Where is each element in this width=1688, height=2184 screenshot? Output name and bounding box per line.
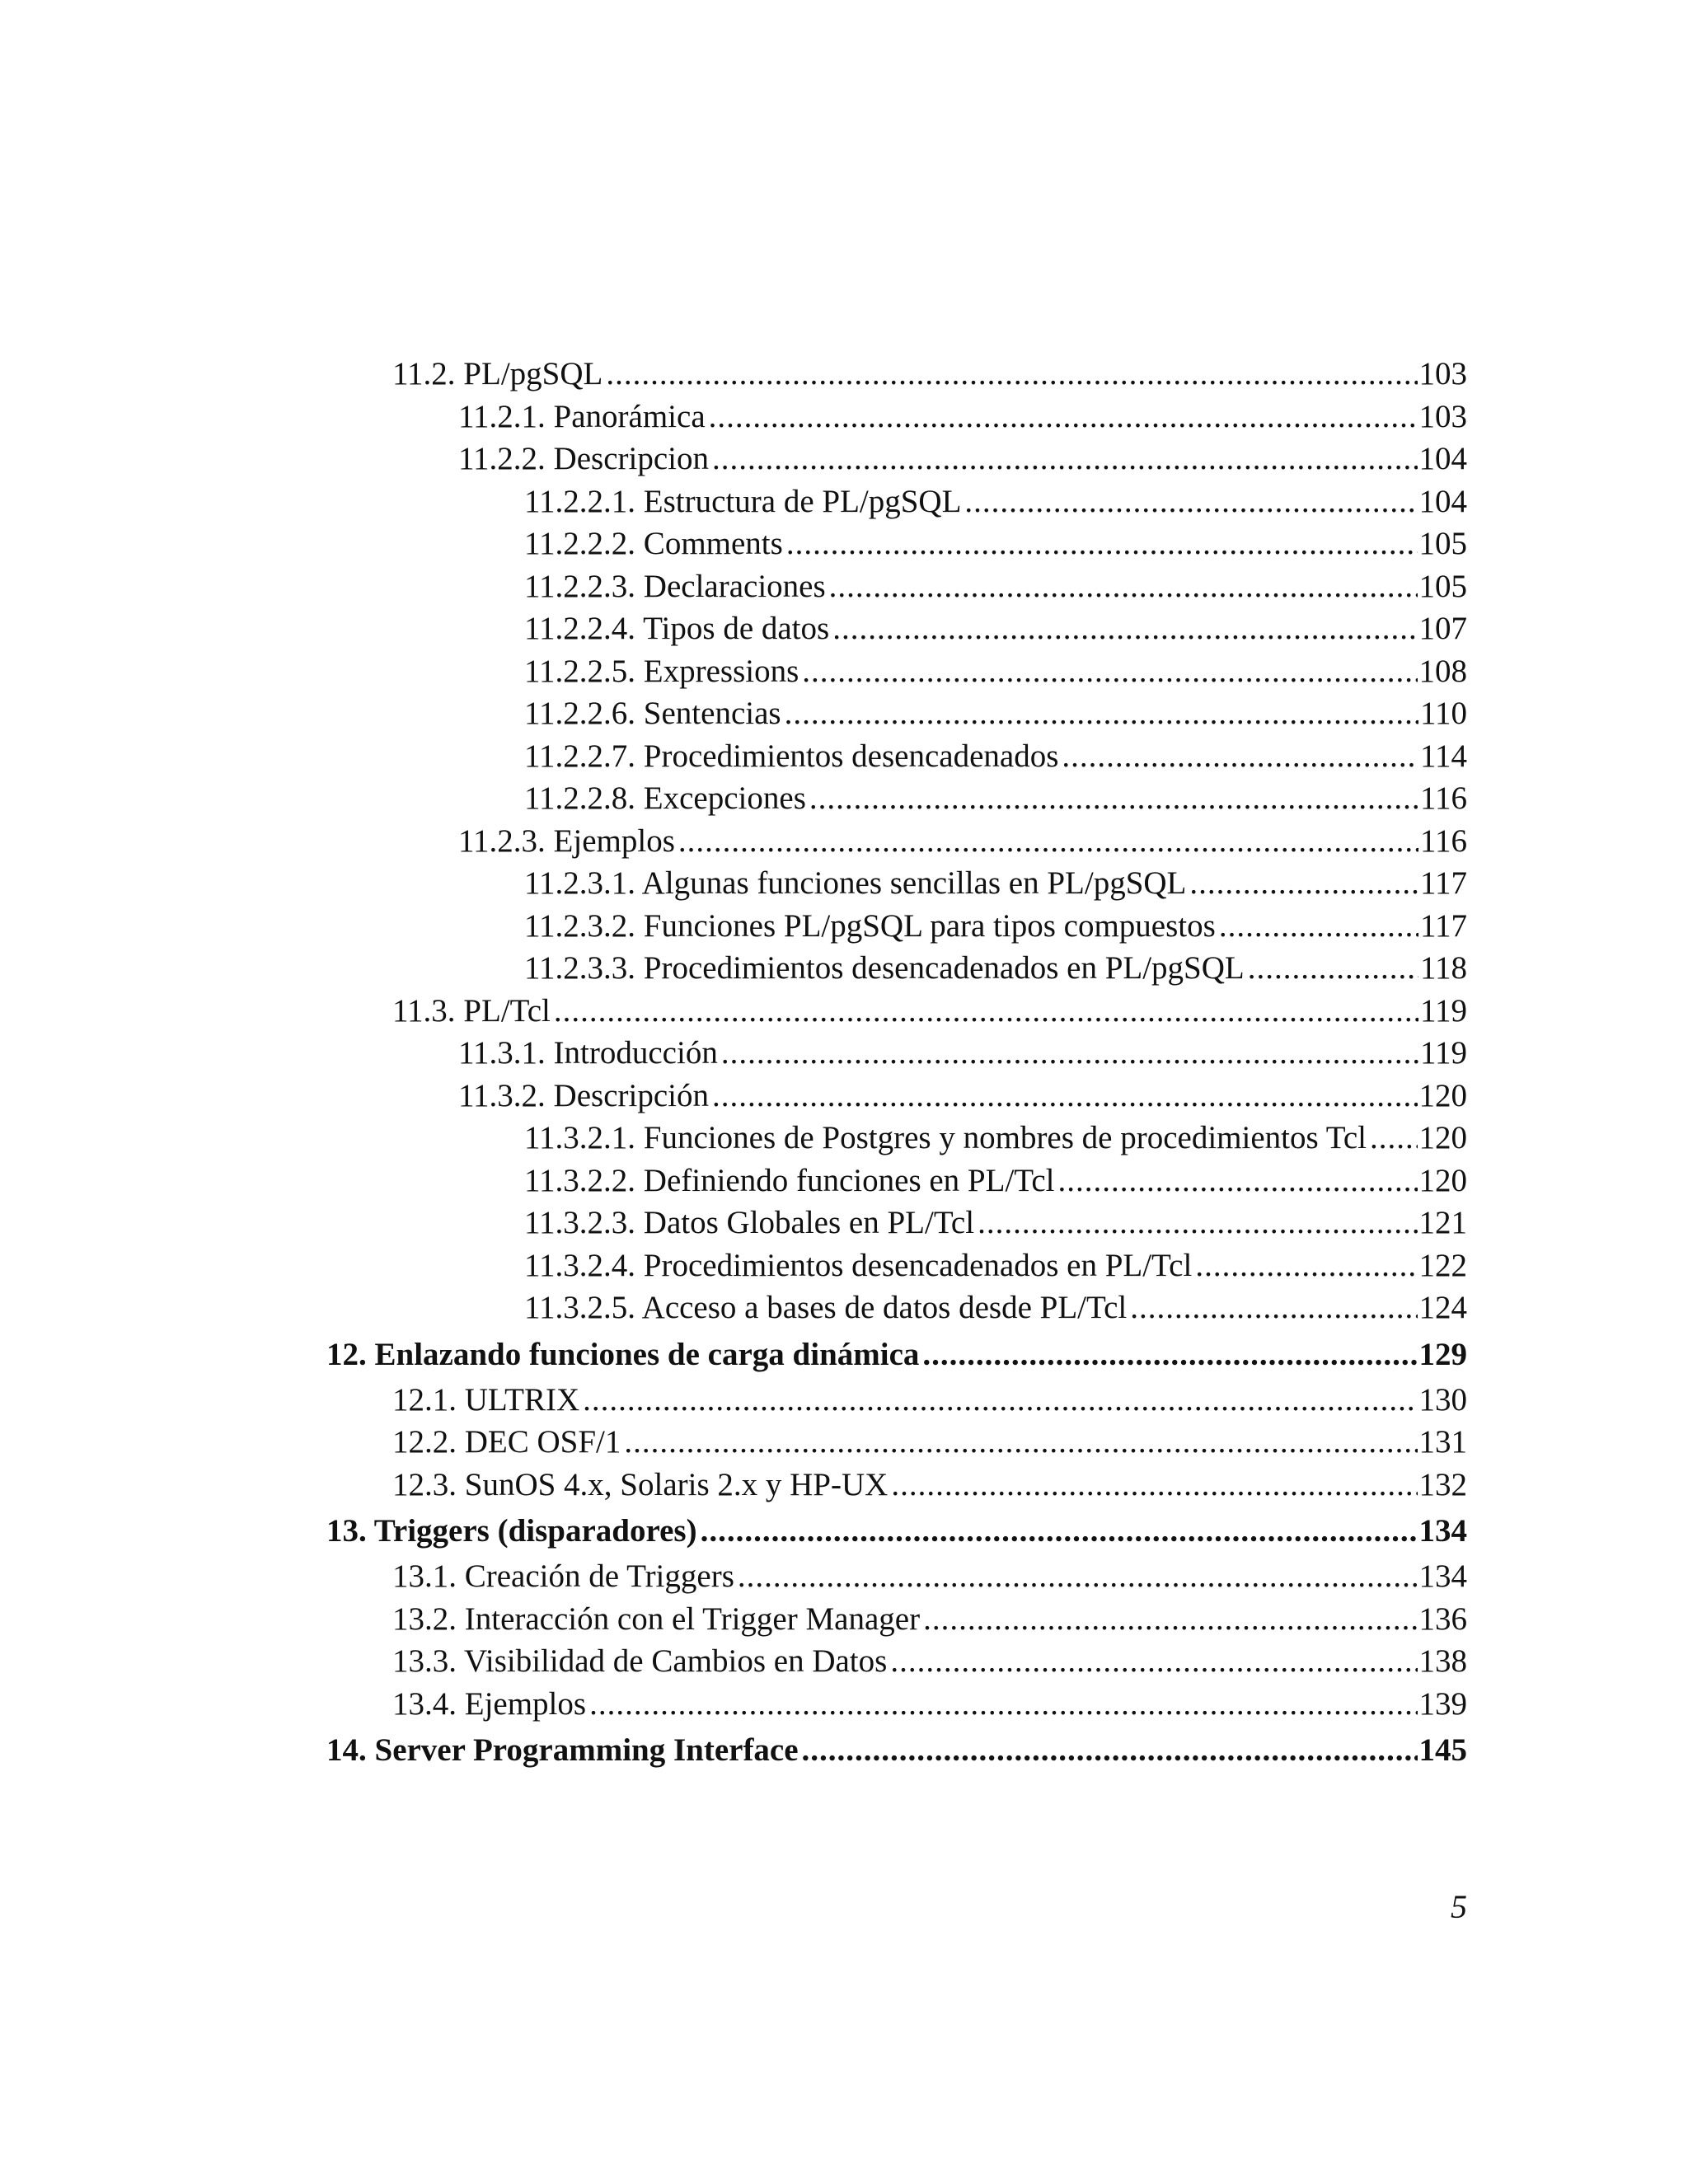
toc-entry[interactable] [0,1555,1688,1598]
toc-entry-title: 11.2.3.2. Funciones PL/pgSQL para tipos compuestos [524,907,1216,944]
toc-entry-page: 116 [1419,823,1467,859]
toc-dot-leader [721,1032,1418,1075]
toc-entry[interactable] [0,480,1688,523]
toc-entry-page: 105 [1418,568,1467,604]
toc-dot-leader [701,1507,1418,1555]
toc-entry-title: 13. Triggers (disparadores) [326,1513,697,1549]
toc-dot-leader [964,480,1417,523]
toc-chapter-entry[interactable] [0,1507,1688,1555]
toc-entry[interactable] [0,905,1688,948]
toc-entry-page: 108 [1418,653,1467,689]
toc-entry-page: 119 [1419,992,1467,1029]
toc-dot-leader [1219,905,1418,948]
toc-entry[interactable] [0,650,1688,693]
toc-entry[interactable] [0,1464,1688,1507]
toc-entry-title: 13.2. Interacción con el Trigger Manager [392,1601,921,1637]
toc-dot-leader [583,1379,1417,1422]
toc-entry-page: 134 [1418,1513,1467,1549]
toc-dot-leader [978,1202,1417,1244]
toc-dot-leader [606,353,1417,396]
toc-entry[interactable] [0,1286,1688,1329]
toc-entry-page: 117 [1419,907,1467,944]
toc-entry-title: 11.2.2.3. Declaraciones [524,568,826,604]
toc-entry-title: 13.3. Visibilidad de Cambios en Datos [392,1643,888,1679]
toc-dot-leader [891,1464,1417,1507]
toc-entry-title: 11.2.2.6. Sentencias [524,696,781,731]
toc-entry-page: 120 [1418,1162,1467,1198]
toc-dot-leader [923,1598,1417,1641]
toc-entry-page: 119 [1419,1035,1467,1071]
toc-entry[interactable] [0,820,1688,863]
toc-dot-leader [829,565,1418,608]
table-of-contents [0,353,1688,1774]
toc-entry-title: 12. Enlazando funciones de carga dinámica [326,1336,920,1372]
toc-entry-page: 118 [1419,950,1467,986]
toc-entry[interactable] [0,565,1688,608]
toc-entry-title: 11.3.2.3. Datos Globales en PL/Tcl [524,1205,975,1240]
toc-dot-leader [890,1640,1417,1683]
toc-dot-leader [624,1421,1417,1464]
toc-dot-leader [922,1331,1417,1379]
toc-dot-leader [554,990,1418,1033]
toc-entry-page: 138 [1418,1643,1467,1679]
toc-entry[interactable] [0,607,1688,650]
toc-entry-page: 121 [1418,1205,1467,1240]
toc-dot-leader [786,523,1418,565]
toc-entry-title: 11.3.2.2. Definiendo funciones en PL/Tcl [524,1162,1055,1198]
toc-dot-leader [1062,735,1418,778]
toc-dot-leader [809,777,1418,820]
toc-entry-page: 122 [1418,1247,1467,1283]
toc-dot-leader [802,1727,1418,1774]
toc-dot-leader [802,650,1417,693]
toc-entry-page: 134 [1418,1558,1467,1594]
toc-dot-leader [1058,1160,1418,1202]
toc-dot-leader [678,820,1418,863]
toc-entry[interactable] [0,947,1688,990]
toc-entry-page: 120 [1418,1120,1467,1155]
toc-entry[interactable] [0,692,1688,735]
toc-entry[interactable] [0,1160,1688,1202]
toc-entry-page: 132 [1418,1466,1467,1502]
toc-entry-page: 110 [1419,696,1467,731]
toc-entry-title: 11.2. PL/pgSQL [392,356,603,391]
toc-entry-title: 11.2.2.2. Comments [524,526,783,561]
toc-entry-title: 12.3. SunOS 4.x, Solaris 2.x y HP-UX [392,1466,889,1502]
toc-entry[interactable] [0,523,1688,565]
toc-entry-title: 11.2.1. Panorámica [458,398,706,434]
toc-entry-title: 11.3.2.1. Funciones de Postgres y nombres de procedimientos Tcl [524,1120,1367,1155]
toc-dot-leader [1370,1117,1418,1160]
toc-entry-page: 114 [1419,738,1467,774]
toc-entry[interactable] [0,777,1688,820]
toc-entry-title: 11.2.2.5. Expressions [524,653,799,689]
toc-dot-leader [1130,1286,1417,1329]
toc-entry-title: 13.1. Creación de Triggers [392,1558,734,1594]
toc-entry[interactable] [0,1032,1688,1075]
toc-entry[interactable] [0,1244,1688,1287]
toc-chapter-entry[interactable] [0,1727,1688,1774]
toc-entry-page: 117 [1419,865,1467,901]
toc-entry[interactable] [0,1683,1688,1726]
toc-entry-page: 105 [1418,526,1467,561]
toc-dot-leader [712,438,1418,480]
toc-entry-title: 11.3.2.5. Acceso a bases de datos desde PL/Tcl [524,1290,1128,1325]
toc-entry-title: 11.3.2.4. Procedimientos desencadenados en PL/Tcl [524,1247,1193,1283]
toc-entry-title: 11.2.2. Descripcion [458,441,709,476]
toc-entry-page: 129 [1418,1336,1467,1372]
toc-entry-page: 107 [1418,611,1467,646]
toc-entry-page: 139 [1418,1685,1467,1722]
toc-entry-page: 116 [1419,780,1467,816]
toc-entry-title: 11.2.3.1. Algunas funciones sencillas en PL/pgSQL [524,865,1187,901]
toc-entry-title: 11.2.2.8. Excepciones [524,780,806,816]
toc-entry[interactable] [0,1640,1688,1683]
toc-entry[interactable] [0,1421,1688,1464]
toc-dot-leader [1195,1244,1417,1287]
toc-entry[interactable] [0,1598,1688,1641]
toc-entry-page: 130 [1418,1381,1467,1418]
toc-entry-title: 11.2.2.7. Procedimientos desencadenados [524,738,1059,774]
toc-dot-leader [832,607,1417,650]
toc-dot-leader [589,1683,1417,1726]
toc-dot-leader [1248,947,1418,990]
toc-entry-page: 124 [1418,1290,1467,1325]
toc-entry-title: 12.1. ULTRIX [392,1381,580,1418]
toc-entry-title: 13.4. Ejemplos [392,1685,587,1722]
toc-entry-title: 11.2.2.1. Estructura de PL/pgSQL [524,483,962,519]
toc-entry[interactable] [0,1075,1688,1118]
toc-chapter-entry[interactable] [0,1331,1688,1379]
toc-entry[interactable] [0,1117,1688,1160]
toc-entry-page: 131 [1418,1424,1467,1460]
toc-entry-page: 136 [1418,1601,1467,1637]
toc-dot-leader [785,692,1418,735]
toc-entry[interactable] [0,862,1688,905]
toc-entry[interactable] [0,990,1688,1033]
toc-entry-title: 11.2.3. Ejemplos [458,823,675,859]
toc-entry-page: 103 [1418,356,1467,391]
toc-entry[interactable] [0,353,1688,396]
toc-entry-title: 11.3. PL/Tcl [392,992,551,1029]
toc-entry-title: 11.3.1. Introducción [458,1035,718,1071]
toc-entry[interactable] [0,735,1688,778]
toc-entry-page: 104 [1418,483,1467,519]
page-number: 5 [1451,1888,1467,1925]
toc-entry-title: 14. Server Programming Interface [326,1732,799,1768]
toc-dot-leader [712,1075,1418,1118]
toc-dot-leader [738,1555,1418,1598]
toc-entry-title: 12.2. DEC OSF/1 [392,1424,621,1460]
toc-entry[interactable] [0,396,1688,438]
toc-entry-page: 103 [1418,398,1467,434]
toc-entry[interactable] [0,1202,1688,1244]
toc-entry[interactable] [0,1379,1688,1422]
toc-entry-title: 11.3.2. Descripción [458,1077,709,1113]
toc-entry-page: 104 [1418,441,1467,476]
toc-entry-page: 145 [1418,1732,1467,1768]
toc-entry-title: 11.2.2.4. Tipos de datos [524,611,830,646]
toc-dot-leader [709,396,1418,438]
toc-dot-leader [1189,862,1418,905]
toc-entry-title: 11.2.3.3. Procedimientos desencadenados en PL/pgSQL [524,950,1245,986]
toc-entry[interactable] [0,438,1688,480]
toc-entry-page: 120 [1418,1077,1467,1113]
